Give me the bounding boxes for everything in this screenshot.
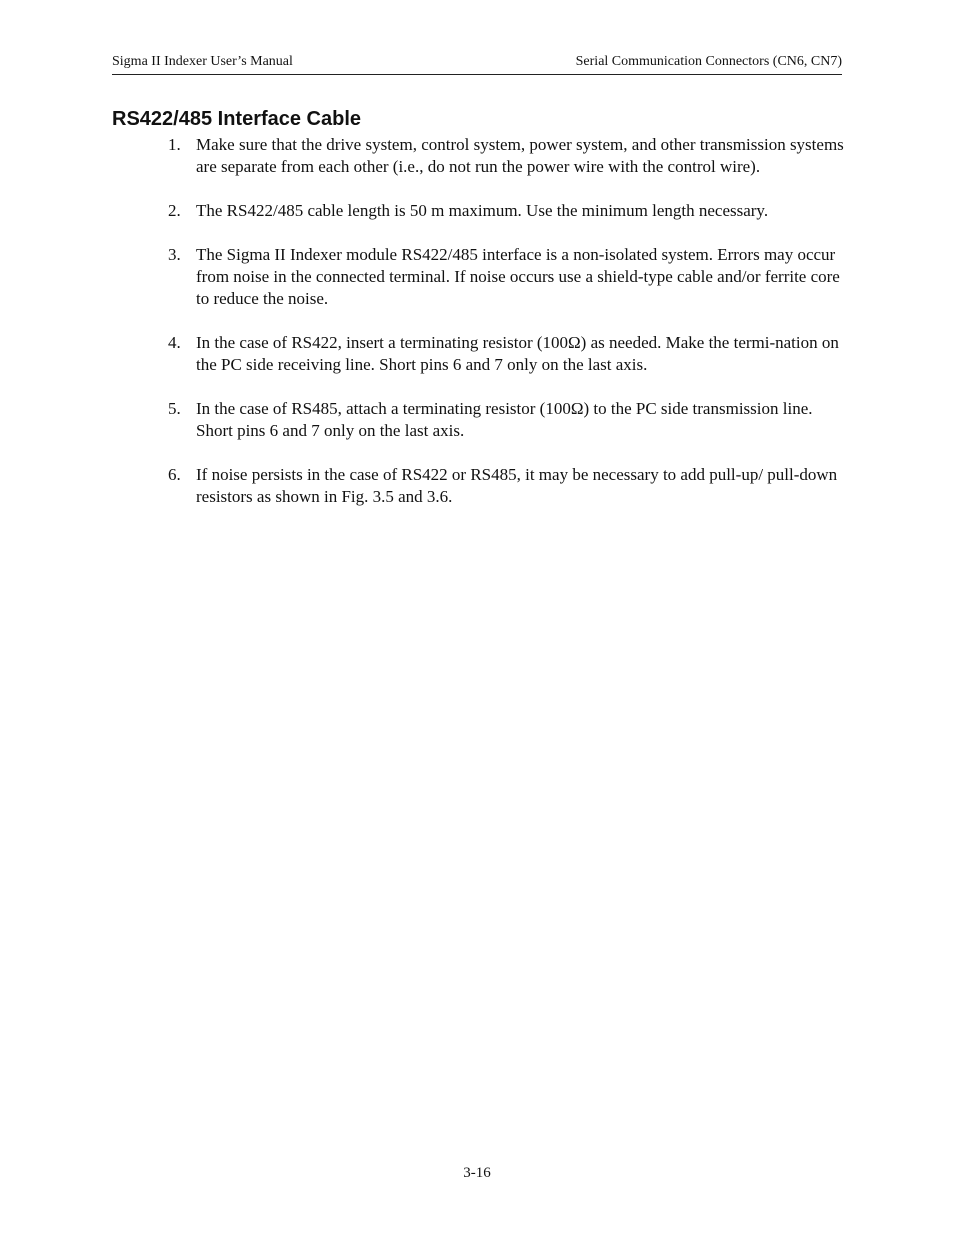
list-item bbox=[168, 134, 848, 178]
step-number: 3. bbox=[168, 245, 181, 264]
step-number: 4. bbox=[168, 333, 181, 352]
step-text: In the case of RS422, insert a terminating resistor (100Ω) as needed. Make the termi-nation on the PC side receiving line. Short pins 6 and 7 only on the last axis. bbox=[196, 333, 839, 374]
manual-title: Sigma II Indexer User’s Manual bbox=[112, 54, 293, 69]
step-text: In the case of RS485, attach a terminating resistor (100Ω) to the PC side transmission line. Short pins 6 and 7 only on the last axis. bbox=[196, 399, 813, 440]
step-number: 5. bbox=[168, 399, 181, 418]
page-number: 3-16 bbox=[463, 1165, 491, 1181]
list-item bbox=[168, 332, 848, 376]
list-item bbox=[168, 464, 848, 508]
list-item bbox=[168, 244, 848, 310]
list-item bbox=[168, 398, 848, 442]
section-heading: RS422/485 Interface Cable bbox=[112, 108, 362, 130]
step-number: 1. bbox=[168, 135, 181, 154]
list-item bbox=[168, 200, 848, 222]
step-number: 6. bbox=[168, 465, 181, 484]
instruction-list bbox=[168, 134, 848, 530]
chapter-title: Serial Communication Connectors (CN6, CN7) bbox=[575, 54, 842, 69]
running-header bbox=[112, 52, 842, 75]
step-text: Make sure that the drive system, control system, power system, and other transmission systems are separate from each other (i.e., do not run the power wire with the control wire). bbox=[196, 135, 844, 176]
step-text: If noise persists in the case of RS422 or RS485, it may be necessary to add pull-up/ pull-down resistors as shown in Fig. 3.5 and 3.6. bbox=[196, 465, 838, 506]
step-text: The RS422/485 cable length is 50 m maximum. Use the minimum length necessary. bbox=[196, 201, 769, 220]
step-number: 2. bbox=[168, 201, 181, 220]
step-text: The Sigma II Indexer module RS422/485 interface is a non-isolated system. Errors may occur from noise in the connected terminal. If noise occurs use a shield-type cable and/or ferrite core to reduce the noise. bbox=[196, 245, 840, 308]
